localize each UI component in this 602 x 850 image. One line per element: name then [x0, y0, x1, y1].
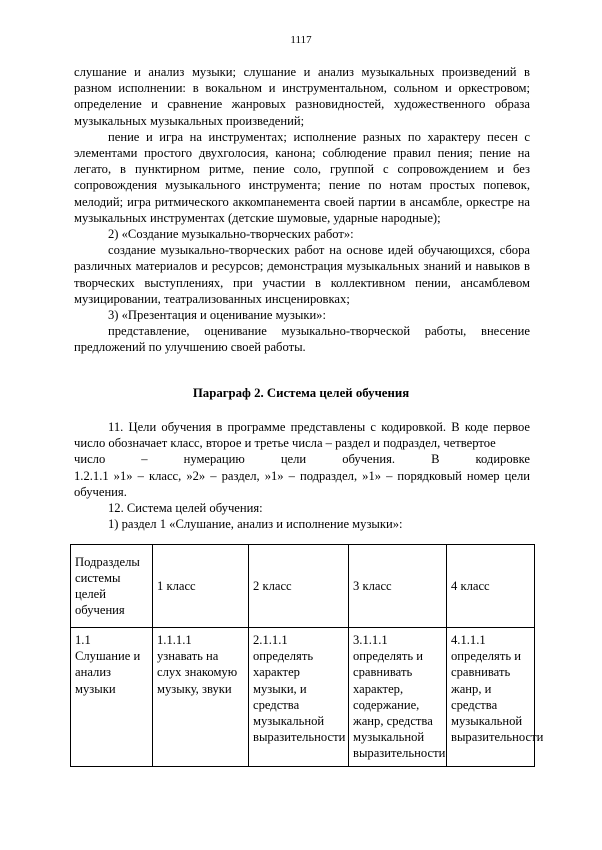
- cell-subsection: 1.1 Слушание и анализ музыки: [71, 628, 153, 767]
- header-grade-4: 4 класс: [447, 545, 535, 628]
- paragraph-creation-title: 2) «Создание музыкально-творческих работ»:: [108, 227, 354, 242]
- paragraph-singing: пение и игра на инструментах; исполнение разных по характеру песен с элементами простого двухголосия, канона; соблюдение правил пения; пение на легато, в пунктирном ритме, пение соло, группой с сопровождением и без сопровождения музыкального инструмента; пение по нотам простых попевок, мелодий; игра ритмического аккомпанемента своей партии в ансамбле, оркестре на музыкальных инструментах (детские шумовые, ударные народные);: [74, 129, 530, 225]
- table-row: [71, 628, 535, 767]
- intro-text: [74, 64, 530, 356]
- paragraph-11-line2: [74, 451, 530, 467]
- paragraph-11-rest: 1.2.1.1 »1» – класс, »2» – раздел, »1» – подраздел, »1» – порядковый номер цели обучения.: [74, 468, 530, 499]
- header-grade-2: 2 класс: [249, 545, 349, 628]
- word: число: [74, 452, 106, 467]
- paragraph-12-1: 1) раздел 1 «Слушание, анализ и исполнение музыки»:: [108, 517, 403, 532]
- paragraph-creation: создание музыкально-творческих работ на основе идей обучающихся, сбора различных материалов и ресурсов; демонстрация музыкальных знаний и навыков в творческих выступлениях, при участии в коллективном пении, ансамблевом музицировании, театрализованных инсценировках;: [74, 243, 530, 306]
- paragraph-presentation-title: 3) «Презентация и оценивание музыки»:: [108, 308, 326, 323]
- cell-grade-1: 1.1.1.1 узнавать на слух знакомую музыку, звуки: [153, 628, 249, 767]
- paragraph-11-line1: 11. Цели обучения в программе представлены с кодировкой. В коде первое число обозначает класс, второе и третье числа – раздел и подраздел, четвертое: [74, 420, 530, 451]
- word: В: [431, 452, 440, 467]
- cell-grade-2: 2.1.1.1 определять характер музыки, и средства музыкальной выразительности: [249, 628, 349, 767]
- page-number: 1117: [290, 34, 312, 46]
- paragraph-listening: слушание и анализ музыки; слушание и анализ музыкальных произведений в разном исполнении: в вокальном и инструментальном, сольном и оркестровом; определение и сравнение жанровых разновидностей, художественного образа музыкальных музыкальных произведений;: [74, 65, 530, 128]
- header-grade-1: 1 класс: [153, 545, 249, 628]
- section-text: [74, 419, 530, 532]
- header-grade-3: 3 класс: [349, 545, 447, 628]
- word: цели: [280, 452, 307, 467]
- cell-grade-3: 3.1.1.1 определять и сравнивать характер, содержание, жанр, средства музыкальной выразительности: [349, 628, 447, 767]
- goals-table: [70, 544, 544, 767]
- word: нумерацию: [183, 452, 245, 467]
- word: кодировке: [475, 452, 530, 467]
- word: –: [141, 452, 148, 467]
- table-header-row: [71, 545, 535, 628]
- section-heading: Параграф 2. Система целей обучения: [192, 386, 410, 400]
- paragraph-12: 12. Система целей обучения:: [108, 501, 263, 516]
- paragraph-presentation: представление, оценивание музыкально-творческой работы, внесение предложений по улучшению своей работы.: [74, 324, 530, 355]
- cell-grade-4: 4.1.1.1 определять и сравнивать жанр, и средства музыкальной выразительности: [447, 628, 535, 767]
- header-subsections: Подразделы системы целей обучения: [71, 545, 153, 628]
- word: обучения.: [342, 452, 396, 467]
